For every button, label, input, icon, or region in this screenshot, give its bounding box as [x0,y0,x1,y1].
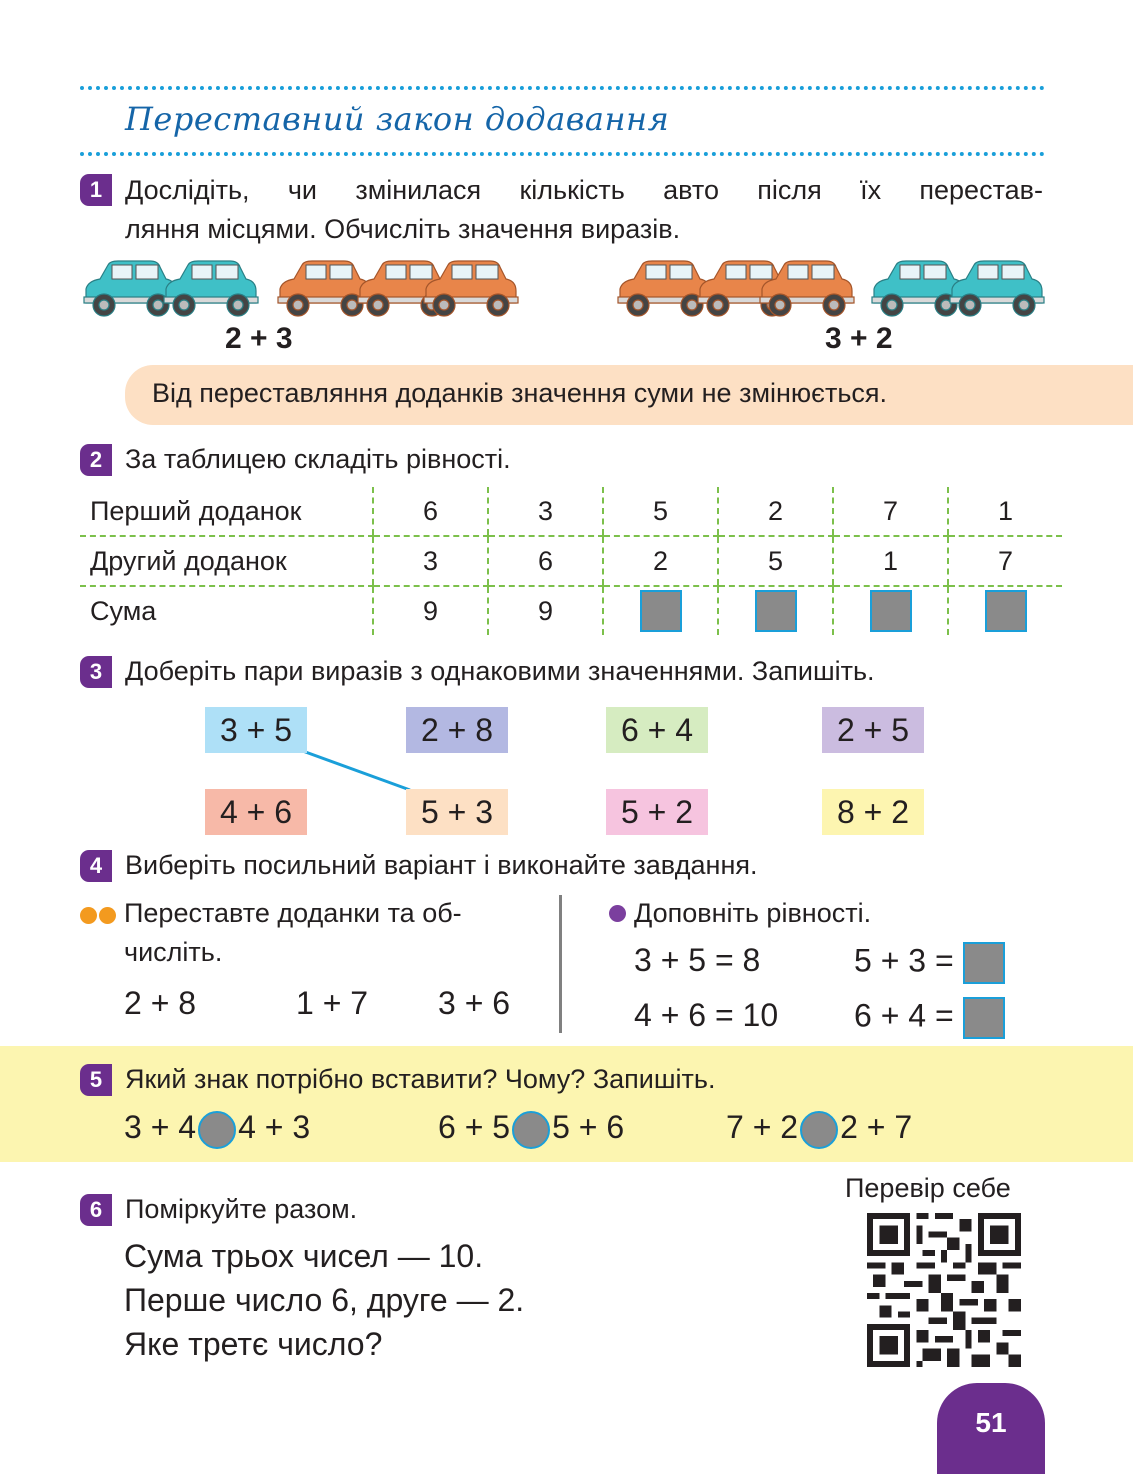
expr-chip[interactable]: 6 + 4 [606,707,708,753]
task-number-3: 3 [80,656,112,688]
lesson-title: Переставний закон додавання [125,100,670,138]
table-cell: 3 [373,536,488,586]
equation: 3 + 5 = 8 [634,942,761,978]
equation: 4 + 6 = 10 [634,997,779,1033]
table-cell: 6 [373,487,488,536]
qr-code-icon[interactable] [866,1213,1022,1367]
expr-chip[interactable]: 5 + 2 [606,789,708,835]
task4-text: Виберіть посильний варіант і виконайте завдання. [125,850,758,880]
task6-line: Перше число 6, друге — 2. [124,1282,525,1318]
expr-chip[interactable]: 5 + 3 [406,789,508,835]
table-cell: 5 [718,536,833,586]
equation-blank [854,942,1005,984]
compare-left: 3 + 4 [124,1109,197,1145]
task1-text-line1: Дослідіть, чи змінилася кількість авто після їх перестав- [125,175,1043,205]
two-dots-icon [80,907,120,925]
task4-expr: 3 + 6 [438,985,511,1021]
sign-blank[interactable] [198,1111,236,1149]
task4-left-line2: числіть. [124,937,223,967]
task4-expr: 1 + 7 [296,985,369,1021]
table-cell: 3 [488,487,603,536]
row-label: Сума [90,595,157,626]
qr-caption: Перевір себе [845,1173,1011,1203]
task-number-1: 1 [80,174,112,206]
expr-chip[interactable]: 3 + 5 [205,707,307,753]
expr-chip[interactable]: 8 + 2 [822,789,924,835]
answer-box[interactable] [963,942,1005,984]
row-label: Перший доданок [80,487,373,536]
expr-2-plus-3: 2 + 3 [225,322,293,355]
compare-right: 4 + 3 [238,1109,311,1145]
row-label: Другий доданок [80,536,373,586]
task6-line: Яке третє число? [124,1326,383,1362]
equation-blank [854,997,1005,1039]
table-cell: 6 [488,536,603,586]
compare-pair [438,1109,624,1149]
sign-blank[interactable] [800,1111,838,1149]
table-cell: 1 [833,536,948,586]
expr-3-plus-2: 3 + 2 [825,322,893,355]
expr-chip[interactable]: 2 + 8 [406,707,508,753]
expr-chip[interactable]: 2 + 5 [822,707,924,753]
table-cell: 5 [603,487,718,536]
compare-left: 7 + 2 [726,1109,799,1145]
answer-box[interactable] [963,997,1005,1039]
one-dot-icon [609,905,626,922]
table-cell: 2 [718,487,833,536]
task2-text: За таблицею складіть рівності. [125,444,511,474]
table-cell: 7 [833,487,948,536]
page-number: 51 [937,1383,1045,1474]
compare-right: 2 + 7 [840,1109,913,1145]
task6-line: Сума трьох чисел — 10. [124,1238,484,1274]
task-number-6: 6 [80,1194,112,1226]
task3-text: Доберіть пари виразів з однаковими значеннями. Запишіть. [125,656,875,686]
task5-text: Який знак потрібно вставити? Чому? Запишіть. [125,1064,716,1094]
task4-expr: 2 + 8 [124,985,197,1021]
equation-left: 5 + 3 = [854,942,954,979]
table-cell: 9 [488,586,603,635]
rule-text: Від переставляння доданків значення суми не змінюється. [152,378,888,408]
table-cell: 9 [373,586,488,635]
task-number-2: 2 [80,444,112,476]
task4-left-line1: Переставте доданки та об- [124,898,462,928]
task6-text: Поміркуйте разом. [125,1194,358,1224]
table-cell: 1 [948,487,1062,536]
equation-left: 6 + 4 = [854,997,954,1034]
expr-chip[interactable]: 4 + 6 [205,789,307,835]
task-number-4: 4 [80,850,112,882]
table-cell: 2 [603,536,718,586]
sign-blank[interactable] [512,1111,550,1149]
task4-right-title: Доповніть рівності. [634,898,872,928]
task-number-5: 5 [80,1064,112,1096]
divider [559,895,562,1033]
compare-pair [124,1109,310,1149]
compare-left: 6 + 5 [438,1109,511,1145]
compare-pair [726,1109,912,1149]
table-cell: 7 [948,536,1062,586]
compare-right: 5 + 6 [552,1109,625,1145]
task1-text-line2: ляння місцями. Обчисліть значення виразів. [125,214,681,244]
